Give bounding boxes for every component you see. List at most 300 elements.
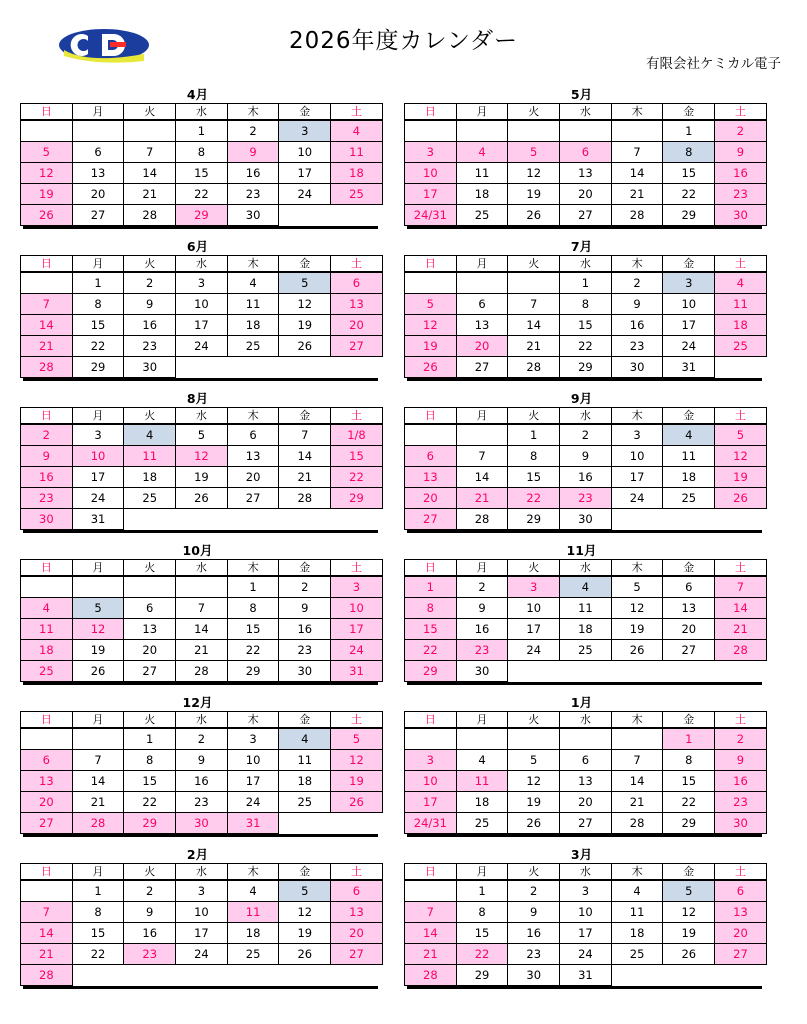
- day-cell: 28: [21, 965, 73, 986]
- day-cell: 27: [456, 357, 508, 378]
- day-cell: 12: [279, 294, 331, 315]
- weekday-header: 日: [405, 864, 457, 881]
- day-cell: 18: [560, 619, 612, 640]
- day-cell: 21: [405, 944, 457, 965]
- day-cell: 28: [611, 813, 663, 834]
- day-cell: 12: [715, 446, 767, 467]
- day-cell: 4: [227, 272, 279, 294]
- week-row: [21, 509, 383, 530]
- weekday-header: 金: [279, 560, 331, 577]
- month-table: [404, 559, 767, 682]
- day-cell: 19: [279, 315, 331, 336]
- day-cell: 20: [456, 336, 508, 357]
- day-cell: 30: [560, 509, 612, 530]
- day-cell: 8: [72, 294, 124, 315]
- day-cell: 12: [611, 598, 663, 619]
- weekday-header: 水: [176, 560, 228, 577]
- day-cell: 12: [508, 163, 560, 184]
- day-cell: 22: [72, 944, 124, 965]
- day-cell: 3: [560, 880, 612, 902]
- month-calendar: [20, 240, 386, 392]
- day-cell: 2: [279, 576, 331, 598]
- month-label: 5月: [570, 87, 593, 102]
- day-cell: 20: [227, 467, 279, 488]
- day-cell: 16: [456, 619, 508, 640]
- day-cell: 10: [405, 163, 457, 184]
- day-cell: 6: [715, 880, 767, 902]
- week-row: [405, 813, 767, 834]
- day-cell: 13: [227, 446, 279, 467]
- day-cell: 5: [279, 272, 331, 294]
- day-cell: 21: [72, 792, 124, 813]
- day-cell: [456, 424, 508, 446]
- day-cell: 16: [715, 163, 767, 184]
- weekday-header: 土: [715, 712, 767, 729]
- day-cell: 10: [611, 446, 663, 467]
- weekday-header: 月: [72, 560, 124, 577]
- day-cell: 14: [279, 446, 331, 467]
- day-cell: 25: [611, 944, 663, 965]
- day-cell: 16: [560, 467, 612, 488]
- day-cell: 2: [611, 272, 663, 294]
- day-cell: 24/31: [405, 813, 457, 834]
- day-cell: 7: [611, 750, 663, 771]
- day-cell: 10: [405, 771, 457, 792]
- month-label: 12月: [182, 695, 213, 710]
- day-cell: 7: [715, 576, 767, 598]
- day-cell: 12: [331, 750, 383, 771]
- weekday-header: 木: [227, 104, 279, 121]
- weekday-header: 水: [176, 256, 228, 273]
- day-cell: 29: [560, 357, 612, 378]
- month-table: [20, 103, 383, 226]
- weekday-header-row: [21, 408, 383, 425]
- weekday-header: 火: [124, 864, 176, 881]
- week-row: [21, 902, 383, 923]
- weekday-header: 月: [72, 864, 124, 881]
- day-cell: 21: [611, 792, 663, 813]
- weekday-header: 火: [124, 104, 176, 121]
- week-row: [21, 923, 383, 944]
- day-cell: 1: [456, 880, 508, 902]
- week-row: [21, 792, 383, 813]
- weekday-header: 水: [176, 712, 228, 729]
- day-cell: 18: [124, 467, 176, 488]
- day-cell: 5: [21, 142, 73, 163]
- day-cell: 30: [611, 357, 663, 378]
- day-cell: [279, 509, 331, 530]
- day-cell: 14: [21, 923, 73, 944]
- day-cell: 27: [227, 488, 279, 509]
- day-cell: 6: [72, 142, 124, 163]
- day-cell: 17: [405, 792, 457, 813]
- day-cell: [405, 728, 457, 750]
- week-row: [21, 880, 383, 902]
- weekday-header: 土: [331, 712, 383, 729]
- day-cell: 26: [405, 357, 457, 378]
- weekday-header: 土: [715, 256, 767, 273]
- day-cell: 12: [21, 163, 73, 184]
- day-cell: 23: [715, 184, 767, 205]
- day-cell: 28: [72, 813, 124, 834]
- day-cell: [560, 120, 612, 142]
- day-cell: [560, 661, 612, 682]
- day-cell: 29: [227, 661, 279, 682]
- weekday-header: 水: [560, 256, 612, 273]
- day-cell: 9: [715, 750, 767, 771]
- day-cell: 25: [227, 336, 279, 357]
- week-row: [21, 771, 383, 792]
- day-cell: 20: [124, 640, 176, 661]
- month-table: [20, 559, 383, 682]
- day-cell: 30: [715, 205, 767, 226]
- day-cell: 5: [611, 576, 663, 598]
- day-cell: 10: [663, 294, 715, 315]
- day-cell: 23: [227, 184, 279, 205]
- day-cell: [176, 357, 228, 378]
- day-cell: 26: [72, 661, 124, 682]
- day-cell: 22: [176, 184, 228, 205]
- day-cell: 3: [176, 880, 228, 902]
- day-cell: 6: [456, 294, 508, 315]
- day-cell: 13: [124, 619, 176, 640]
- day-cell: 15: [227, 619, 279, 640]
- day-cell: 7: [124, 142, 176, 163]
- day-cell: [227, 357, 279, 378]
- week-row: [21, 488, 383, 509]
- day-cell: 22: [405, 640, 457, 661]
- day-cell: 3: [176, 272, 228, 294]
- day-cell: 14: [176, 619, 228, 640]
- week-row: [21, 205, 383, 226]
- day-cell: 26: [21, 205, 73, 226]
- day-cell: [508, 120, 560, 142]
- day-cell: 13: [560, 771, 612, 792]
- day-cell: 12: [176, 446, 228, 467]
- day-cell: [279, 813, 331, 834]
- weekday-header: 火: [124, 712, 176, 729]
- month-calendar: [404, 88, 770, 240]
- day-cell: 9: [21, 446, 73, 467]
- weekday-header: 土: [331, 560, 383, 577]
- day-cell: 23: [508, 944, 560, 965]
- day-cell: 20: [21, 792, 73, 813]
- day-cell: 4: [611, 880, 663, 902]
- weekday-header: 金: [663, 104, 715, 121]
- day-cell: 25: [227, 944, 279, 965]
- weekday-header: 木: [611, 864, 663, 881]
- day-cell: 20: [663, 619, 715, 640]
- day-cell: [456, 728, 508, 750]
- day-cell: 12: [72, 619, 124, 640]
- day-cell: 9: [560, 446, 612, 467]
- weekday-header: 日: [21, 560, 73, 577]
- weekday-header: 火: [508, 560, 560, 577]
- week-row: [405, 467, 767, 488]
- weekday-header: 日: [21, 104, 73, 121]
- day-cell: 20: [331, 315, 383, 336]
- weekday-header: 月: [456, 256, 508, 273]
- day-cell: 27: [560, 813, 612, 834]
- weekday-header: 水: [176, 864, 228, 881]
- weekday-header: 水: [176, 408, 228, 425]
- day-cell: 9: [508, 902, 560, 923]
- day-cell: [331, 509, 383, 530]
- day-cell: 2: [176, 728, 228, 750]
- day-cell: 11: [21, 619, 73, 640]
- day-cell: [21, 728, 73, 750]
- day-cell: 30: [279, 661, 331, 682]
- day-cell: 20: [560, 792, 612, 813]
- day-cell: 1: [663, 728, 715, 750]
- day-cell: 16: [21, 467, 73, 488]
- day-cell: 11: [227, 902, 279, 923]
- day-cell: [405, 880, 457, 902]
- day-cell: 6: [560, 750, 612, 771]
- day-cell: 17: [508, 619, 560, 640]
- weekday-header-row: [21, 712, 383, 729]
- week-row: [21, 965, 383, 986]
- day-cell: [72, 728, 124, 750]
- day-cell: 2: [560, 424, 612, 446]
- day-cell: 4: [227, 880, 279, 902]
- day-cell: 14: [405, 923, 457, 944]
- day-cell: 15: [72, 923, 124, 944]
- day-cell: 17: [72, 467, 124, 488]
- weekday-header: 日: [21, 864, 73, 881]
- day-cell: 18: [611, 923, 663, 944]
- weekday-header: 日: [21, 256, 73, 273]
- day-cell: 15: [663, 163, 715, 184]
- day-cell: 9: [611, 294, 663, 315]
- day-cell: 15: [331, 446, 383, 467]
- weekday-header: 木: [227, 256, 279, 273]
- day-cell: 19: [611, 619, 663, 640]
- month-calendar: [404, 392, 770, 544]
- day-cell: 22: [331, 467, 383, 488]
- day-cell: 22: [663, 184, 715, 205]
- day-cell: 14: [611, 771, 663, 792]
- day-cell: 13: [72, 163, 124, 184]
- day-cell: 25: [124, 488, 176, 509]
- week-row: [21, 424, 383, 446]
- day-cell: [560, 728, 612, 750]
- day-cell: 18: [456, 792, 508, 813]
- day-cell: 16: [176, 771, 228, 792]
- day-cell: 17: [611, 467, 663, 488]
- month-label: 8月: [186, 391, 209, 406]
- day-cell: [663, 509, 715, 530]
- day-cell: 1: [124, 728, 176, 750]
- day-cell: 29: [663, 205, 715, 226]
- day-cell: 12: [279, 902, 331, 923]
- weekday-header: 木: [227, 560, 279, 577]
- day-cell: 28: [176, 661, 228, 682]
- month-label: 6月: [186, 239, 209, 254]
- day-cell: 20: [560, 184, 612, 205]
- weekday-header: 日: [21, 712, 73, 729]
- day-cell: [331, 357, 383, 378]
- weekday-header: 木: [611, 712, 663, 729]
- day-cell: 28: [124, 205, 176, 226]
- day-cell: 19: [21, 184, 73, 205]
- day-cell: 17: [227, 771, 279, 792]
- day-cell: 28: [508, 357, 560, 378]
- day-cell: 16: [124, 315, 176, 336]
- day-cell: 19: [508, 792, 560, 813]
- day-cell: 26: [331, 792, 383, 813]
- weekday-header-row: [21, 560, 383, 577]
- week-row: [21, 619, 383, 640]
- day-cell: 21: [124, 184, 176, 205]
- weekday-header: 土: [715, 560, 767, 577]
- week-row: [21, 576, 383, 598]
- week-row: [405, 163, 767, 184]
- day-cell: 14: [124, 163, 176, 184]
- day-cell: [21, 272, 73, 294]
- day-cell: 23: [611, 336, 663, 357]
- day-cell: 9: [176, 750, 228, 771]
- day-cell: 20: [715, 923, 767, 944]
- weekday-header-row: [405, 256, 767, 273]
- day-cell: 16: [715, 771, 767, 792]
- day-cell: 19: [279, 923, 331, 944]
- weekday-header: 木: [227, 408, 279, 425]
- day-cell: 31: [560, 965, 612, 986]
- day-cell: 13: [456, 315, 508, 336]
- day-cell: 11: [611, 902, 663, 923]
- weekday-header: 水: [560, 408, 612, 425]
- month-table: [20, 863, 383, 986]
- weekday-header: 水: [176, 104, 228, 121]
- day-cell: 27: [331, 944, 383, 965]
- day-cell: 13: [560, 163, 612, 184]
- day-cell: 18: [21, 640, 73, 661]
- week-row: [405, 619, 767, 640]
- day-cell: [405, 424, 457, 446]
- month-table: [20, 255, 383, 378]
- week-row: [405, 640, 767, 661]
- day-cell: 22: [508, 488, 560, 509]
- week-row: [21, 598, 383, 619]
- week-row: [21, 336, 383, 357]
- day-cell: 4: [21, 598, 73, 619]
- weekday-header-row: [405, 104, 767, 121]
- day-cell: 1: [176, 120, 228, 142]
- day-cell: 9: [124, 294, 176, 315]
- month-label: 11月: [566, 543, 597, 558]
- day-cell: 24: [508, 640, 560, 661]
- day-cell: [715, 509, 767, 530]
- day-cell: 3: [279, 120, 331, 142]
- weekday-header: 金: [663, 864, 715, 881]
- month-label: 7月: [570, 239, 593, 254]
- weekday-header: 月: [456, 864, 508, 881]
- week-row: [405, 902, 767, 923]
- day-cell: 11: [331, 142, 383, 163]
- week-row: [21, 163, 383, 184]
- day-cell: 15: [663, 771, 715, 792]
- weekday-header: 水: [560, 712, 612, 729]
- month-calendar: [20, 848, 386, 1000]
- weekday-header: 木: [227, 864, 279, 881]
- day-cell: 26: [611, 640, 663, 661]
- day-cell: 13: [331, 902, 383, 923]
- day-cell: [508, 272, 560, 294]
- day-cell: 5: [663, 880, 715, 902]
- day-cell: 4: [456, 142, 508, 163]
- day-cell: [715, 661, 767, 682]
- page-title: 2026年度カレンダー: [288, 28, 519, 54]
- week-row: [405, 120, 767, 142]
- day-cell: 30: [456, 661, 508, 682]
- week-row: [21, 120, 383, 142]
- day-cell: 4: [715, 272, 767, 294]
- day-cell: [508, 728, 560, 750]
- weekday-header: 木: [611, 104, 663, 121]
- day-cell: 10: [227, 750, 279, 771]
- day-cell: 21: [508, 336, 560, 357]
- month-table: [404, 407, 767, 530]
- day-cell: 2: [124, 272, 176, 294]
- week-row: [21, 357, 383, 378]
- day-cell: 10: [279, 142, 331, 163]
- day-cell: 11: [279, 750, 331, 771]
- weekday-header: 水: [560, 560, 612, 577]
- weekday-header: 月: [456, 408, 508, 425]
- day-cell: 28: [279, 488, 331, 509]
- day-cell: [405, 272, 457, 294]
- day-cell: 27: [124, 661, 176, 682]
- day-cell: 25: [456, 813, 508, 834]
- week-row: [405, 272, 767, 294]
- weekday-header-row: [405, 408, 767, 425]
- day-cell: 17: [405, 184, 457, 205]
- week-row: [21, 446, 383, 467]
- day-cell: [124, 509, 176, 530]
- week-row: [405, 424, 767, 446]
- week-row: [405, 792, 767, 813]
- month-table: [404, 711, 767, 834]
- day-cell: 1: [560, 272, 612, 294]
- day-cell: [611, 965, 663, 986]
- weekday-header: 木: [611, 408, 663, 425]
- weekday-header: 金: [279, 712, 331, 729]
- day-cell: 9: [279, 598, 331, 619]
- day-cell: 8: [124, 750, 176, 771]
- day-cell: 15: [508, 467, 560, 488]
- day-cell: 21: [176, 640, 228, 661]
- day-cell: [611, 509, 663, 530]
- day-cell: 27: [715, 944, 767, 965]
- month-label: 3月: [570, 847, 593, 862]
- day-cell: 14: [456, 467, 508, 488]
- weekday-header: 水: [560, 104, 612, 121]
- weekday-header: 火: [508, 864, 560, 881]
- day-cell: 7: [611, 142, 663, 163]
- day-cell: [176, 576, 228, 598]
- weekday-header: 火: [508, 256, 560, 273]
- weekday-header: 日: [405, 560, 457, 577]
- day-cell: 3: [508, 576, 560, 598]
- week-row: [405, 357, 767, 378]
- day-cell: 6: [405, 446, 457, 467]
- day-cell: 1: [227, 576, 279, 598]
- day-cell: 29: [405, 661, 457, 682]
- weekday-header: 木: [611, 560, 663, 577]
- week-row: [405, 576, 767, 598]
- day-cell: 5: [715, 424, 767, 446]
